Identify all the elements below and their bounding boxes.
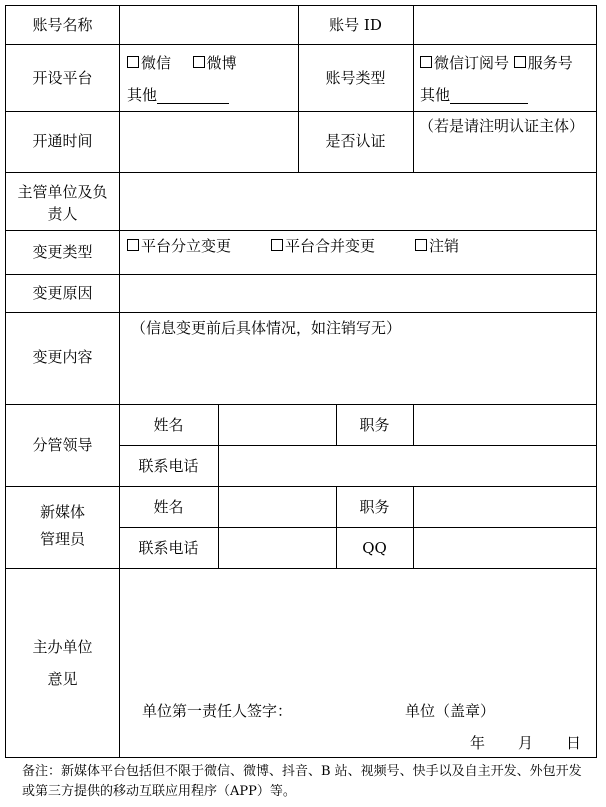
supervisor-label-line1: 主管单位及负 (17, 183, 108, 201)
checkbox-subscription[interactable] (420, 56, 432, 68)
type-other-label: 其他 (420, 86, 451, 104)
certified-label: 是否认证 (325, 132, 386, 150)
row-divider (6, 111, 596, 112)
seal-label: 单位（盖章） (405, 702, 496, 720)
leader-label: 分管领导 (32, 436, 93, 454)
change-type-option-cancel (415, 237, 459, 255)
date-month: 月 (518, 734, 534, 752)
option-weibo: 微博 (206, 54, 237, 72)
leader-title-label: 职务 (359, 416, 390, 434)
change-type-option-split (127, 237, 231, 255)
opinion-label-line1: 主办单位 (32, 638, 93, 656)
opinion-label-line2: 意见 (47, 670, 78, 688)
change-type-option-merge (271, 237, 375, 255)
option-wechat: 微信 (141, 54, 172, 72)
checkbox-split[interactable] (127, 239, 139, 251)
checkbox-weibo[interactable] (193, 56, 205, 68)
option-subscription: 微信订阅号 (434, 54, 510, 72)
checkbox-merge[interactable] (271, 239, 283, 251)
row-divider (6, 312, 596, 313)
type-other (420, 86, 528, 104)
change-type-label: 变更类型 (32, 243, 93, 261)
platform-other-label: 其他 (127, 86, 158, 104)
footnote: 备注：新媒体平台包括但不限于微信、微博、抖音、B 站、视频号、快手以及自主开发、外包开发或第三方提供的移动互联应用程序（APP）等。 (22, 764, 582, 799)
platform-other-field[interactable] (157, 87, 229, 104)
leader-name-label: 姓名 (153, 416, 184, 434)
admin-label-line2: 管理员 (39, 530, 85, 548)
option-cancel: 注销 (429, 237, 460, 255)
admin-name-label: 姓名 (153, 498, 184, 516)
checkbox-cancel[interactable] (415, 239, 427, 251)
change-content-hint: （信息变更前后具体情况，如注销写无） (131, 319, 402, 337)
type-options (420, 54, 573, 72)
row-divider (119, 527, 596, 528)
option-split: 平台分立变更 (141, 237, 232, 255)
admin-title-label: 职务 (359, 498, 390, 516)
certification-hint: （若是请注明认证主体） (419, 117, 585, 135)
admin-label-line1: 新媒体 (39, 503, 85, 521)
leader-phone-label: 联系电话 (138, 457, 199, 475)
date-year: 年 (470, 734, 486, 752)
checkbox-wechat[interactable] (127, 56, 139, 68)
date-day: 日 (566, 734, 582, 752)
change-registration-form (5, 5, 597, 758)
signature-label: 单位第一责任人签字： (142, 702, 293, 720)
checkbox-service[interactable] (514, 56, 526, 68)
account-name-label: 账号名称 (32, 16, 93, 34)
col-divider (413, 6, 414, 172)
row-divider (6, 404, 596, 405)
col-divider (413, 404, 414, 445)
supervisor-label-line2: 责人 (47, 205, 78, 223)
option-service: 服务号 (527, 54, 573, 72)
type-other-field[interactable] (450, 87, 528, 104)
admin-phone-label: 联系电话 (138, 539, 199, 557)
col-divider (218, 404, 219, 568)
platform-other (127, 86, 229, 104)
account-type-label: 账号类型 (325, 69, 386, 87)
admin-qq-label: QQ (362, 539, 387, 557)
change-reason-label: 变更原因 (32, 284, 93, 302)
option-merge: 平台合并变更 (285, 237, 376, 255)
platform-label: 开设平台 (32, 69, 93, 87)
platform-options (127, 54, 237, 72)
col-divider (119, 6, 120, 757)
row-divider (6, 230, 596, 231)
change-content-label: 变更内容 (32, 348, 93, 366)
row-divider (6, 568, 596, 569)
row-divider (119, 445, 596, 446)
row-divider (6, 486, 596, 487)
col-divider (413, 486, 414, 568)
account-id-label: 账号 ID (329, 16, 382, 34)
row-divider (6, 172, 596, 173)
opening-time-label: 开通时间 (32, 132, 93, 150)
row-divider (6, 44, 596, 45)
row-divider (6, 274, 596, 275)
